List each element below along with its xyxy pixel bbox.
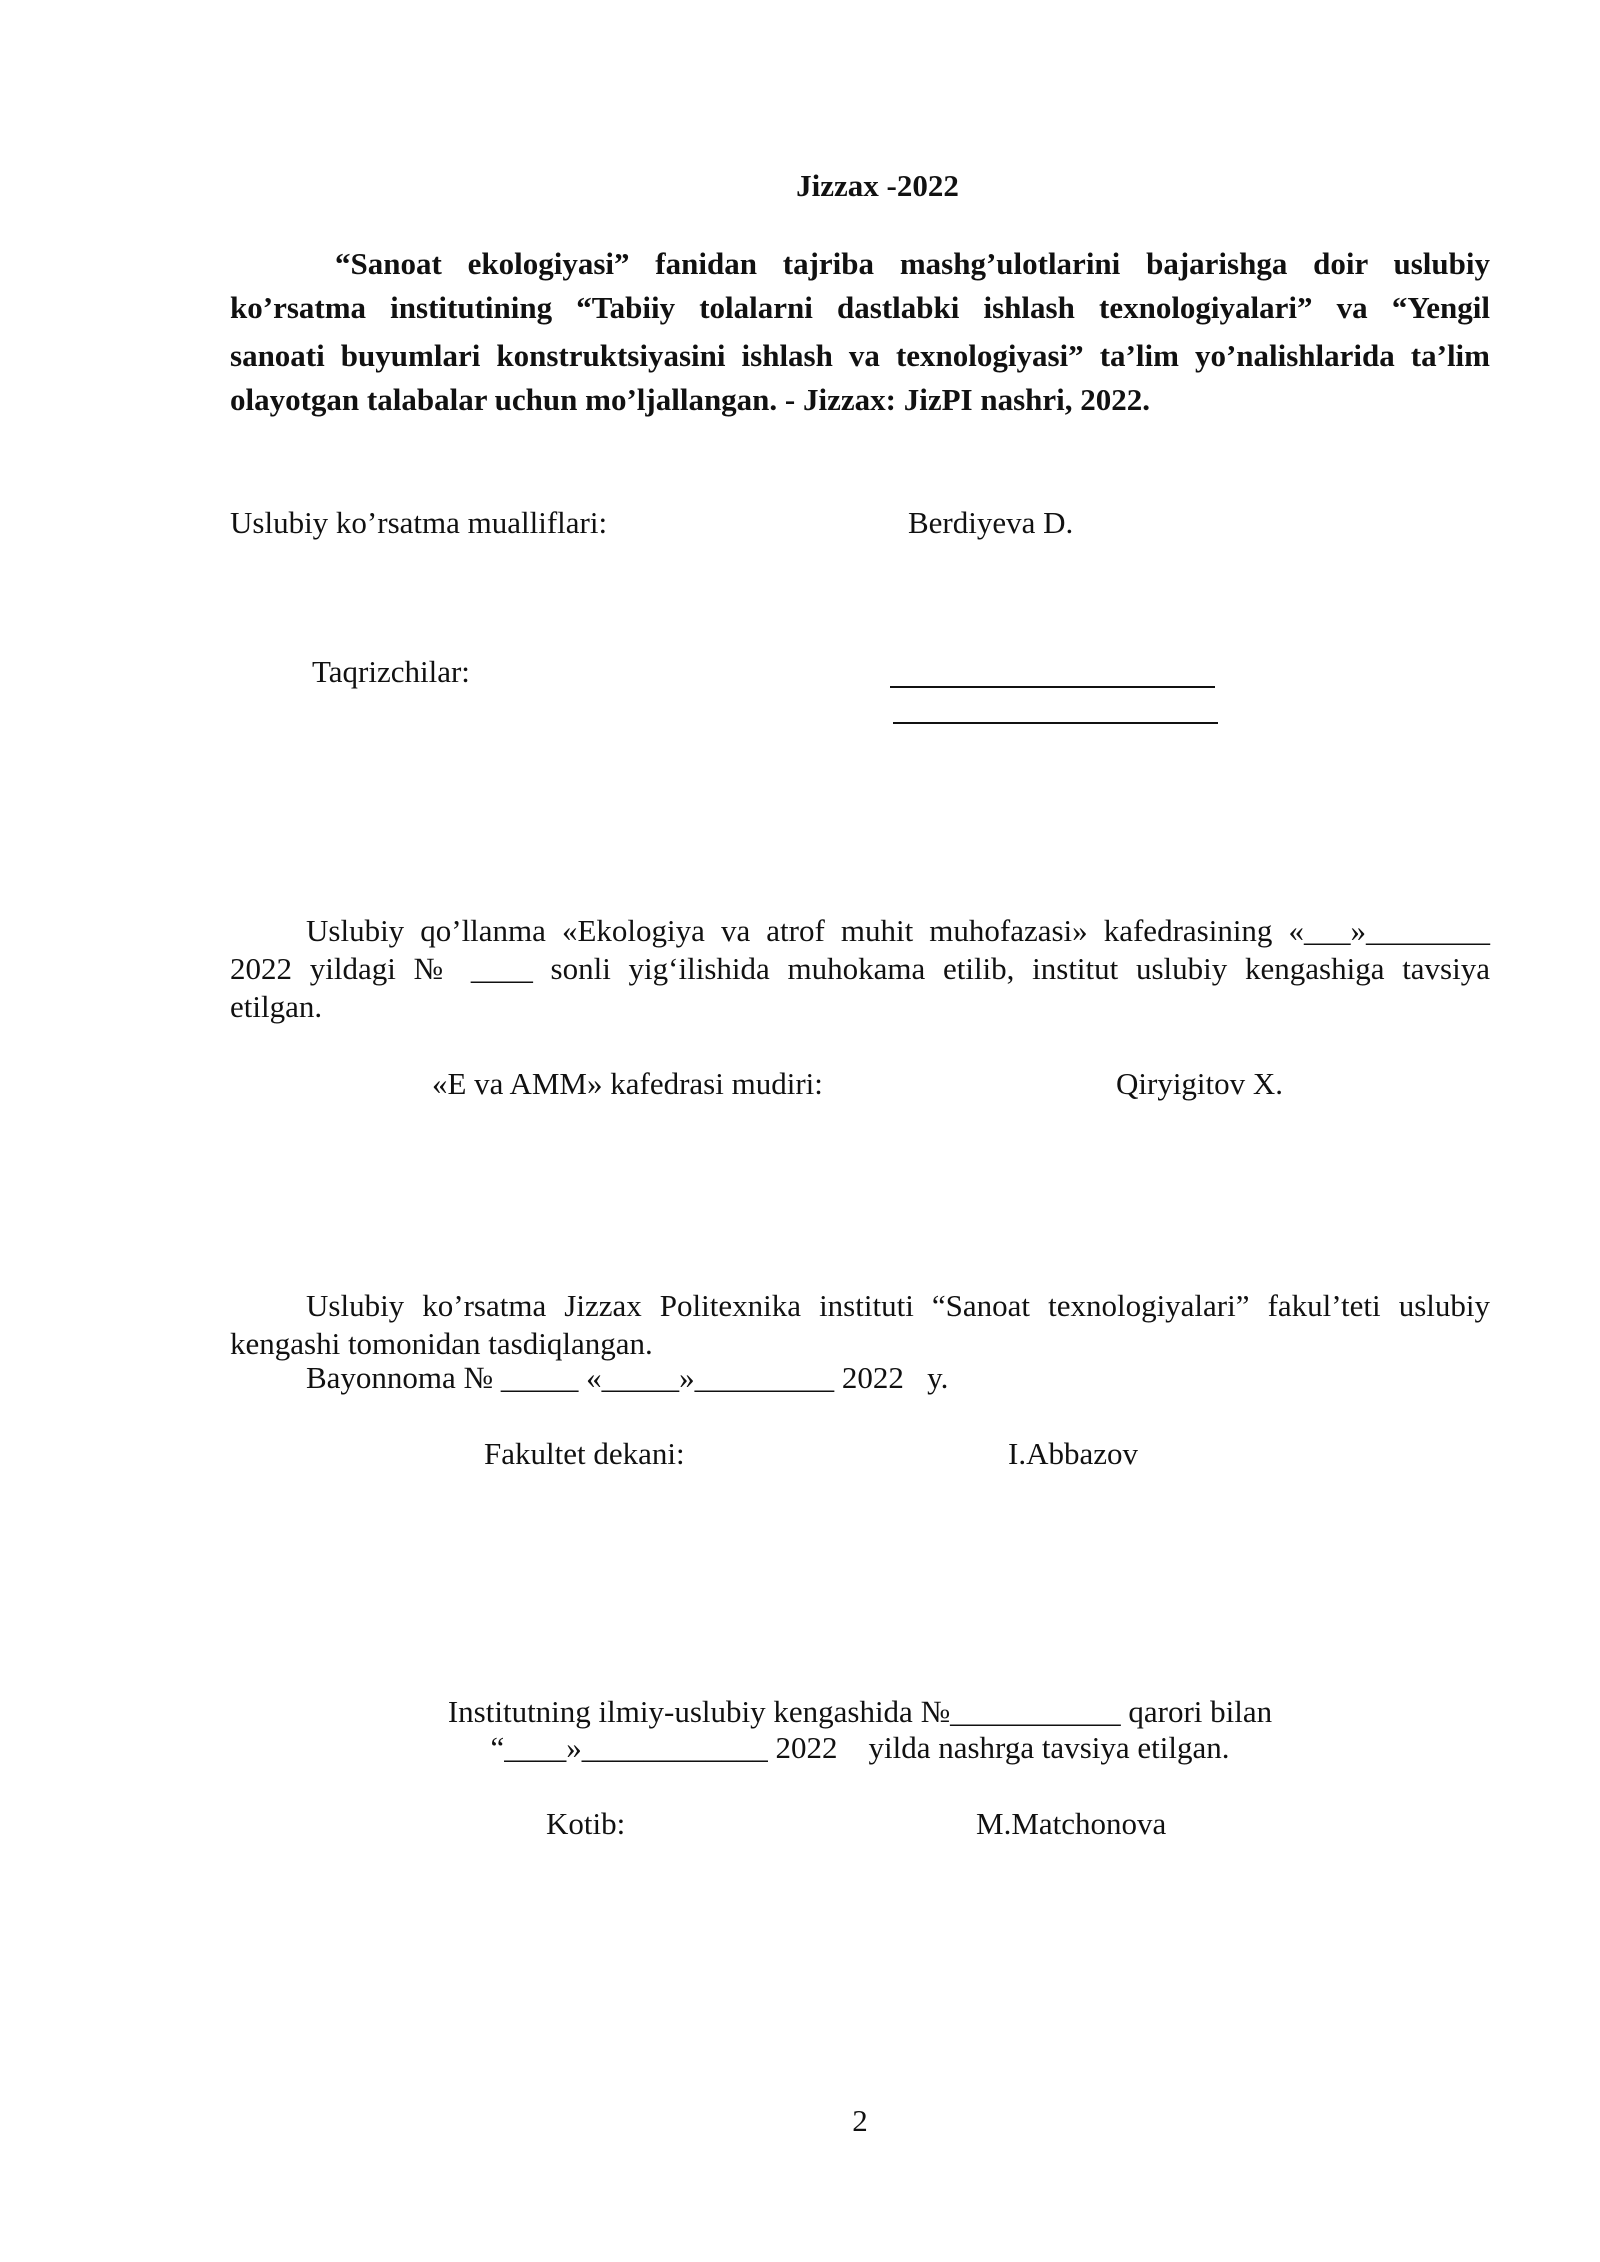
institute-line-1: Institutning ilmiy-uslubiy kengashida №___________ qarori bilan — [447, 1694, 1273, 1729]
abstract-line-3: sanoati buyumlari konstruktsiyasini ishlash va texnologiyasi” ta’lim yo’nalishlarida ta’lim — [230, 338, 1490, 373]
reviewer-blank-line-1 — [890, 686, 1215, 688]
abstract-paragraph — [230, 242, 1490, 422]
institute-line-2: “____»____________ 2022 yilda nashrga tavsiya etilgan. — [490, 1730, 1230, 1765]
faculty-protocol: Bayonnoma № _____ «_____»_________ 2022 y. — [306, 1360, 949, 1395]
reviewers-label: Taqrizchilar: — [312, 654, 470, 689]
department-line-1: Uslubiy qo’llanma «Ekologiya va atrof muhit muhofazasi» kafedrasining «___»________ — [306, 913, 1490, 948]
department-head-name: Qiryigitov X. — [1116, 1066, 1284, 1101]
abstract-line-4: olayotgan talabalar uchun mo’ljallangan. - Jizzax: JizPI nashri, 2022. — [230, 382, 1150, 417]
authors-value: Berdiyeva D. — [908, 505, 1074, 540]
department-paragraph — [230, 912, 1490, 1026]
department-line-2: 2022 yildagi № ____ sonli yig‘ilishida muhokama etilib, institut uslubiy kengashiga tavsiya — [230, 951, 1490, 986]
faculty-paragraph — [230, 1287, 1490, 1363]
department-line-3: etilgan. — [230, 989, 323, 1024]
faculty-line-2: kengashi tomonidan tasdiqlangan. — [230, 1326, 653, 1361]
city-year-title: Jizzax -2022 — [796, 168, 959, 203]
secretary-name: M.Matchonova — [976, 1806, 1167, 1841]
authors-label: Uslubiy ko’rsatma mualliflari: — [230, 505, 608, 540]
secretary-label: Kotib: — [546, 1806, 626, 1841]
faculty-line-1: Uslubiy ko’rsatma Jizzax Politexnika instituti “Sanoat texnologiyalari” fakul’teti uslubiy — [306, 1288, 1490, 1323]
page-number: 2 — [852, 2103, 868, 2138]
dean-label: Fakultet dekani: — [484, 1436, 685, 1471]
reviewer-blank-line-2 — [893, 722, 1218, 724]
abstract-line-1: “Sanoat ekologiyasi” fanidan tajriba mashg’ulotlarini bajarishga doir uslubiy — [335, 246, 1490, 281]
abstract-line-2: ko’rsatma institutining “Tabiiy tolalarni dastlabki ishlash texnologiyalari” va “Yengil — [230, 290, 1490, 325]
department-head-label: «E va AMM» kafedrasi mudiri: — [432, 1066, 823, 1101]
dean-name: I.Abbazov — [1008, 1436, 1138, 1471]
